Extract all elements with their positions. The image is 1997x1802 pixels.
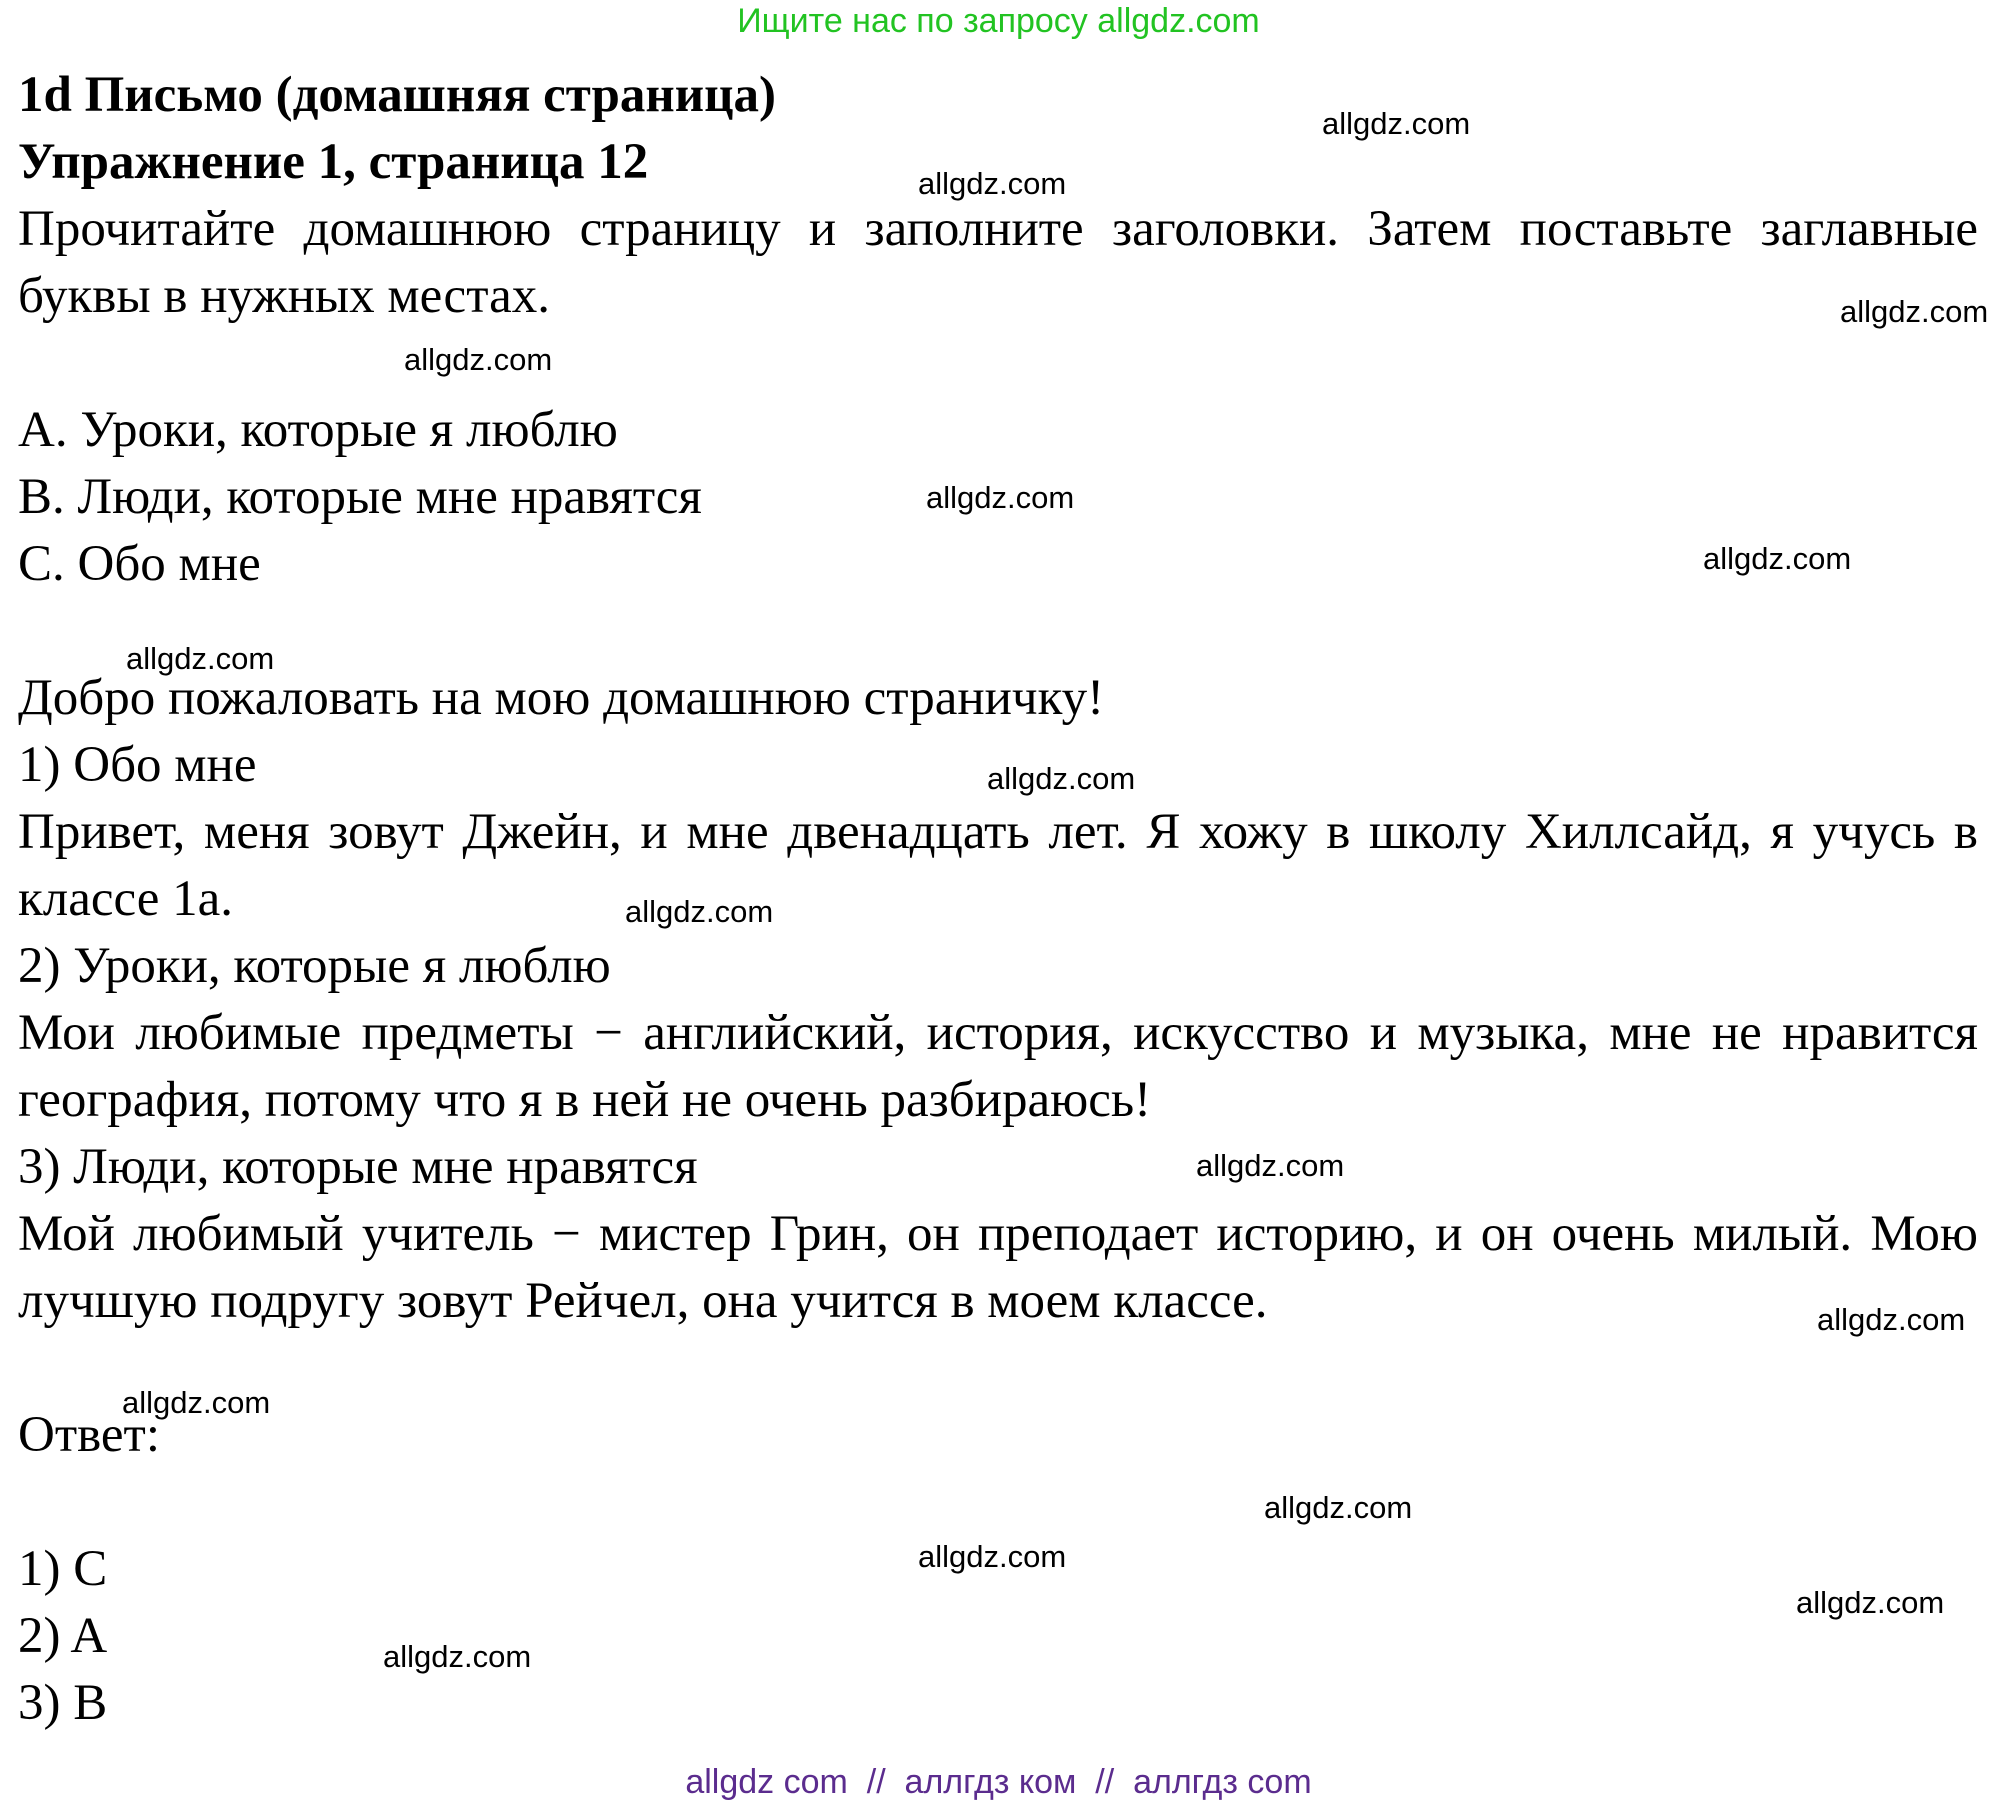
answer-2: 2) A [18,1608,108,1664]
watermark: allgdz.com [126,641,275,676]
top-banner: Ищите нас по запросу allgdz.com [737,2,1260,40]
watermark: allgdz.com [383,1639,532,1674]
section-1-text: Привет, меня зовут Джейн, и мне двенадцать лет. Я хожу в школу Хиллсайд, я учусь в классе 1a. [18,804,1978,927]
answer-1: 1) C [18,1541,108,1597]
instruction-text: Прочитайте домашнюю страницу и заполните заголовки. Затем поставьте заглавные буквы в нужных местах. [18,201,1978,324]
watermark: allgdz.com [926,480,1075,515]
watermark: allgdz.com [404,342,553,377]
watermark: allgdz.com [1322,106,1471,141]
section-1-heading: 1) Обо мне [18,737,257,793]
welcome-line: Добро пожаловать на мою домашнюю страничку! [18,670,1105,726]
document-body [18,62,1978,1737]
section-3-heading: 3) Люди, которые мне нравятся [18,1139,698,1195]
watermark: allgdz.com [625,894,774,929]
answer-label: Ответ: [18,1407,160,1463]
bottom-banner: allgdz com // аллгдз ком // аллгдз com [685,1763,1312,1801]
option-a: A. Уроки, которые я люблю [18,402,618,458]
option-c: C. Обо мне [18,536,261,592]
watermark: allgdz.com [1796,1585,1945,1620]
section-2-heading: 2) Уроки, которые я люблю [18,938,611,994]
answer-3: 3) B [18,1675,108,1731]
option-b: B. Люди, которые мне нравятся [18,469,702,525]
section-3-text: Мой любимый учитель − мистер Грин, он преподает историю, и он очень милый. Мою лучшую подругу зовут Рейчел, она учится в моем классе. [18,1206,1978,1329]
watermark: allgdz.com [1264,1490,1413,1525]
exercise-heading: Упражнение 1, страница 12 [18,134,649,190]
watermark: allgdz.com [918,166,1067,201]
watermark: allgdz.com [1196,1148,1345,1183]
watermark: allgdz.com [1840,294,1989,329]
watermark: allgdz.com [918,1539,1067,1574]
section-2-text: Мои любимые предметы − английский, история, искусство и музыка, мне не нравится география, потому что я в ней не очень разбираюсь! [18,1005,1978,1128]
watermark: allgdz.com [1703,541,1852,576]
watermark: allgdz.com [987,761,1136,796]
watermark: allgdz.com [1817,1302,1966,1337]
page-title: 1d Письмо (домашняя страница) [18,67,776,123]
watermark: allgdz.com [122,1385,271,1420]
